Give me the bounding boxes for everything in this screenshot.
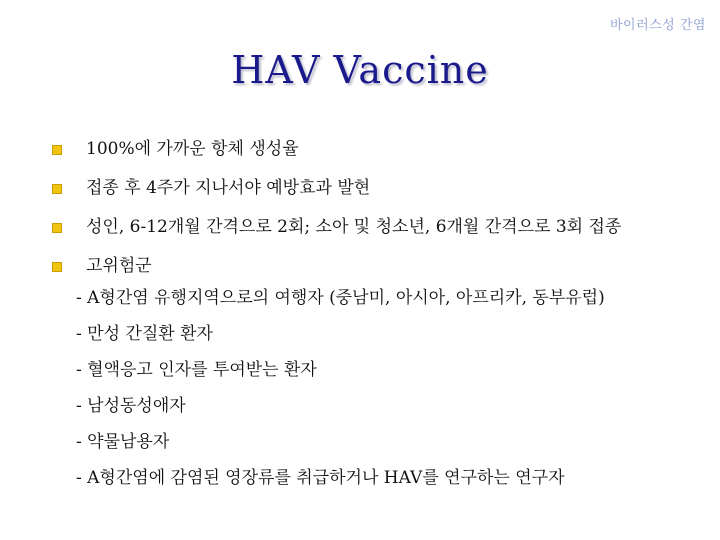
bullet-list — [52, 136, 682, 504]
bullet-item — [52, 136, 682, 162]
bullet-text: 성인, 6-12개월 간격으로 2회; 소아 및 청소년, 6개월 간격으로 3회 접종 — [86, 217, 622, 237]
square-bullet-icon — [52, 262, 62, 272]
square-bullet-icon — [52, 184, 62, 194]
high-risk-sublist — [76, 285, 672, 491]
sub-list-item: - 남성동성애자 — [76, 396, 186, 416]
bullet-text: 고위험군 — [86, 256, 152, 276]
sub-list-item: - 만성 간질환 환자 — [76, 324, 213, 344]
slide-title: HAV Vaccine — [231, 48, 489, 92]
bullet-item — [52, 214, 682, 240]
sub-list-item: - A형간염에 감염된 영장류를 취급하거나 HAV를 연구하는 연구자 — [76, 468, 565, 488]
bullet-text: 100%에 가까운 항체 생성율 — [86, 139, 299, 159]
bullet-item — [52, 175, 682, 201]
bullet-item — [52, 253, 682, 491]
sub-list-item: - 약물남용자 — [76, 432, 170, 452]
sub-list-item: - A형간염 유행지역으로의 여행자 (중남미, 아시아, 아프리카, 동부유럽) — [76, 288, 605, 308]
square-bullet-icon — [52, 145, 62, 155]
square-bullet-icon — [52, 223, 62, 233]
section-label: 바이러스성 간염 — [609, 18, 706, 33]
bullet-text: 접종 후 4주가 지나서야 예방효과 발현 — [86, 178, 371, 198]
sub-list-item: - 혈액응고 인자를 투여받는 환자 — [76, 360, 317, 380]
